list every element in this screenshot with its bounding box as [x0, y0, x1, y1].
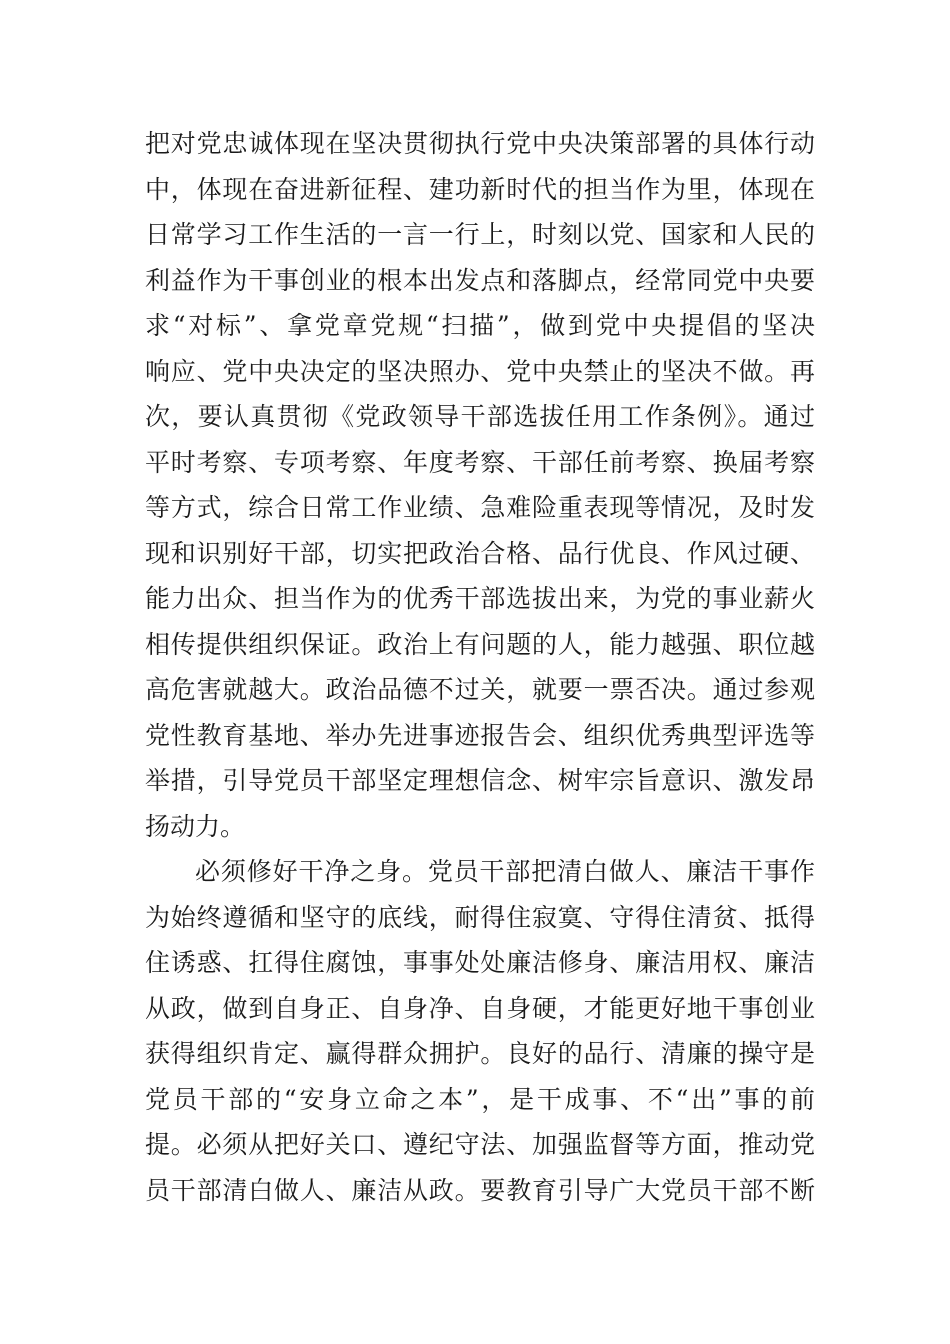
- paragraph-2: [145, 849, 815, 1213]
- text-line: 次，要认真贯彻《党政领导干部选拔任用工作条例》。通过: [145, 402, 815, 431]
- text-line: 获得组织肯定、赢得群众拥护。良好的品行、清廉的操守是: [145, 1039, 815, 1068]
- text-line: 高危害就越大。政治品德不过关，就要一票否决。通过参观: [145, 675, 815, 704]
- text-line: 响应、党中央决定的坚决照办、党中央禁止的坚决不做。再: [145, 356, 815, 386]
- text-line: 中，体现在奋进新征程、建功新时代的担当作为里，体现在: [145, 174, 815, 204]
- text-line: 能力出众、担当作为的优秀干部选拔出来，为党的事业薪火: [145, 584, 815, 613]
- text-line: 住诱惑、扛得住腐蚀，事事处处廉洁修身、廉洁用权、廉洁: [145, 948, 815, 977]
- text-line: 从政，做到自身正、自身净、自身硬，才能更好地干事创业: [145, 993, 815, 1023]
- text-line: 员干部清白做人、廉洁从政。要教育引导广大党员干部不断: [145, 1175, 815, 1205]
- text-line: 扬动力。: [145, 811, 246, 841]
- text-line: 党员干部的“安身立命之本”，是干成事、不“出”事的前: [145, 1084, 816, 1114]
- paragraph-1: [145, 121, 815, 849]
- text-line: 提。必须从把好关口、遵纪守法、加强监督等方面，推动党: [145, 1130, 815, 1159]
- text-line: 求“对标”、拿党章党规“扫描”，做到党中央提倡的坚决: [145, 311, 815, 340]
- text-line: 相传提供组织保证。政治上有问题的人，能力越强、职位越: [145, 629, 815, 659]
- text-line: 为始终遵循和坚守的底线，耐得住寂寞、守得住清贫、抵得: [145, 902, 815, 932]
- text-line: 把对党忠诚体现在坚决贯彻执行党中央决策部署的具体行动: [145, 129, 815, 158]
- text-line: 利益作为干事创业的根本出发点和落脚点，经常同党中央要: [145, 265, 815, 295]
- text-line: 举措，引导党员干部坚定理想信念、树牢宗旨意识、激发昂: [145, 766, 815, 795]
- text-line: 党性教育基地、举办先进事迹报告会、组织优秀典型评选等: [145, 720, 815, 750]
- text-line: 现和识别好干部，切实把政治合格、品行优良、作风过硬、: [145, 538, 815, 568]
- text-line: 日常学习工作生活的一言一行上，时刻以党、国家和人民的: [145, 220, 815, 249]
- text-line: 等方式，综合日常工作业绩、急难险重表现等情况，及时发: [145, 493, 815, 522]
- text-line: 平时考察、专项考察、年度考察、干部任前考察、换届考察: [145, 447, 815, 477]
- text-line: 必须修好干净之身。党员干部把清白做人、廉洁干事作: [195, 857, 815, 886]
- document-body: [145, 121, 815, 1213]
